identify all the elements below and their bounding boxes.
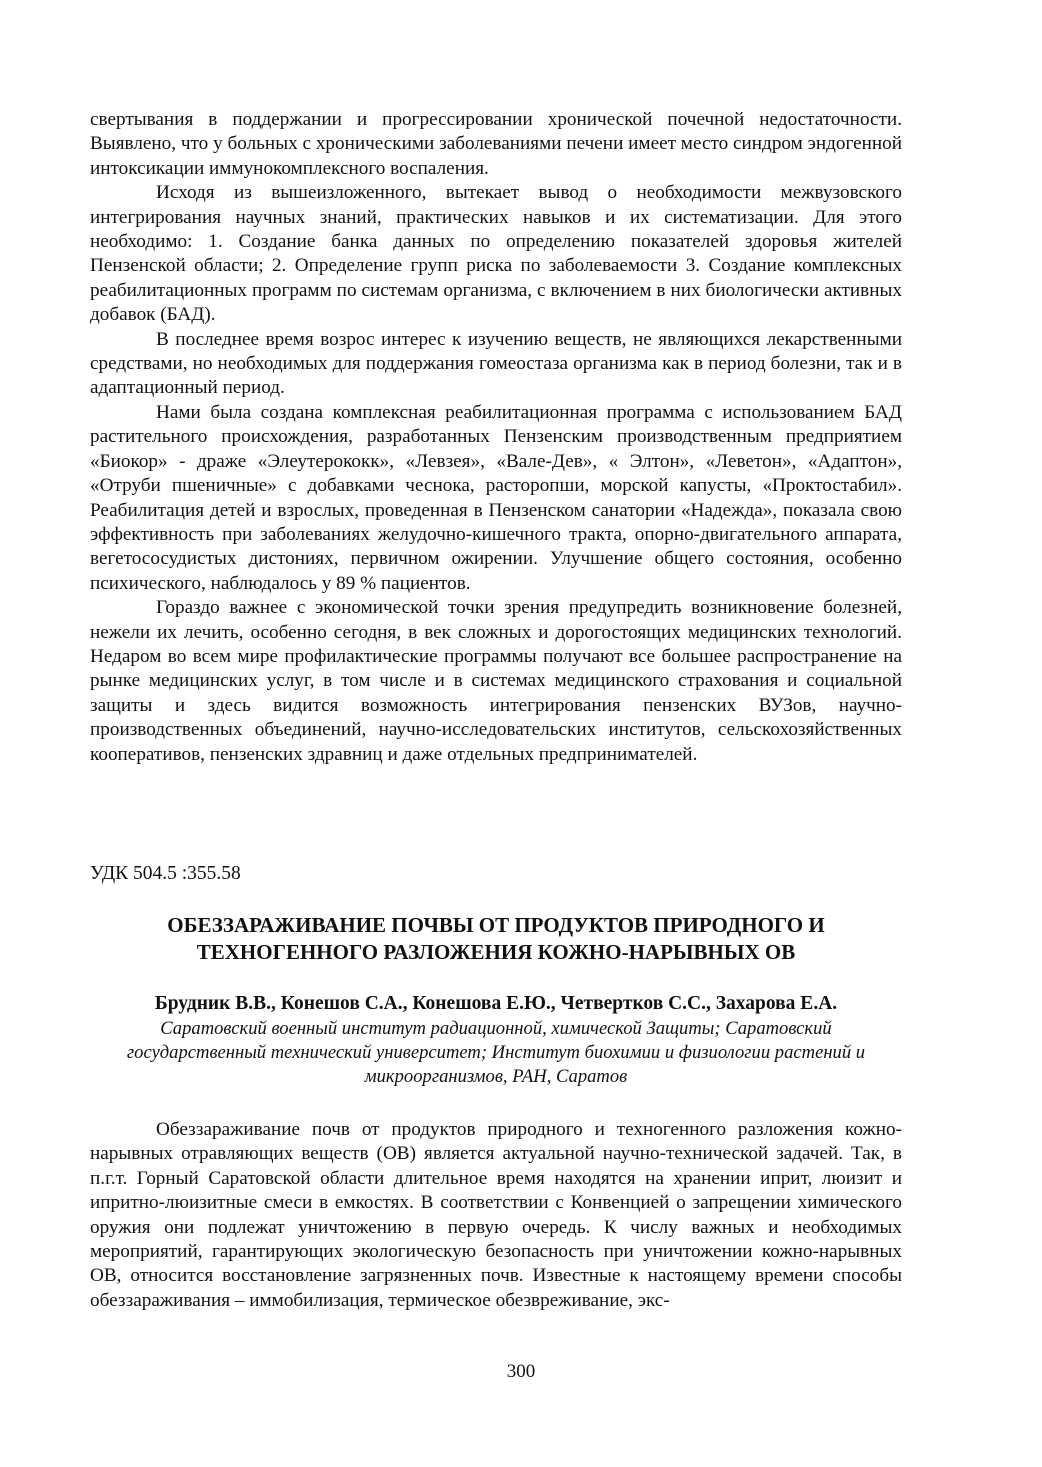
authors: Брудник В.В., Конешов С.А., Конешова Е.Ю., Четвертков С.С., Захарова Е.А. (154, 993, 838, 1014)
article-title-line-2: ТЕХНОГЕННОГО РАЗЛОЖЕНИЯ КОЖНО-НАРЫВНЫХ ОВ (196, 940, 796, 964)
article-title (90, 912, 902, 966)
paragraph-4: Гораздо важнее с экономической точки зрения предупредить возникновение болезней, нежели их лечить, особенно сегодня, в век сложных и дорогостоящих медицинских технологий. Недаром во всем мире профилактические программы получают все большее распространение на рынке медицинских услуг, в том числе и в системах медицинского страхования и социальной защиты и здесь видится возможность интегрирования пензенских ВУЗов, научно-производственных объединений, научно-исследовательских институтов, сельскохозяйственных кооперативов, пензенских здравниц и даже отдельных предпринимателей. (90, 597, 902, 765)
article-paragraph: Обеззараживание почв от продуктов природного и техногенного разложения кожно-нарывных отравляющих веществ (ОВ) является актуальной научно-технической задачей. Так, в п.г.т. Горный Саратовской области длительное время находятся на хранении иприт, люизит и ипритно-люизитные смеси в емкостях. В соответствии с Конвенцией о запрещении химического оружия они подлежат уничтожению в первую очередь. К числу важных и необходимых мероприятий, гарантирующих экологическую безопасность при уничтожении кожно-нарывных ОВ, относится восстановление загрязненных почв. Известные к настоящему времени способы обеззараживания – иммобилизация, термическое обезвреживание, экс- (90, 1119, 902, 1311)
continuation-paragraph: свертывания в поддержании и прогрессировании хронической почечной недостаточности. Выявлено, что у больных с хроническими заболеваниями печени имеет место синдром эндогенной интоксикации иммунокомплексного воспаления. (90, 109, 902, 179)
article-body (90, 1118, 902, 1313)
article-title-line-1: ОБЕЗЗАРАЖИВАНИЕ ПОЧВЫ ОТ ПРОДУКТОВ ПРИРОДНОГО И (167, 913, 825, 937)
affiliation: Саратовский военный институт радиационной, химической Защиты; Саратовский государственный технический университет; Институт биохимии и физиологии растений и микроорганизмов, РАН, Саратов (126, 1018, 866, 1087)
previous-article-text (90, 108, 902, 767)
page-number: 300 (506, 1361, 536, 1382)
paragraph-2: В последнее время возрос интерес к изучению веществ, не являющихся лекарственными средствами, но необходимых для поддержания гомеостаза организма как в период болезни, так и в адаптационный период. (90, 328, 902, 399)
paragraph-3: Нами была создана комплексная реабилитационная программа с использованием БАД растительного происхождения, разработанных Пензенским производственным предприятием «Биокор» - драже «Элеутерококк», «Левзея», «Вале-Дев», « Элтон», «Леветон», «Адаптон», «Отруби пшеничные» с добавками чеснока, расторопши, морской капусты, «Проктостабил». Реабилитация детей и взрослых, проведенная в Пензенском санатории «Надежда», показала свою эффективность при заболеваниях желудочно-кишечного тракта, опорно-двигательного аппарата, вегетососудистых дистониях, первичном ожирении. Улучшение общего состояния, особенно психического, наблюдалось у 89 % пациентов. (90, 401, 902, 594)
paragraph-1: Исходя из вышеизложенного, вытекает вывод о необходимости межвузовского интегрирования научных знаний, практических навыков и их систематизации. Для этого необходимо: 1. Создание банка данных по определению показателей здоровья жителей Пензенской области; 2. Определение групп риска по заболеваемости 3. Создание комплексных реабилитационных программ по системам организма, с включением в них биологически активных добавок (БАД). (90, 182, 902, 326)
udk-code: УДК 504.5 :355.58 (90, 863, 241, 884)
